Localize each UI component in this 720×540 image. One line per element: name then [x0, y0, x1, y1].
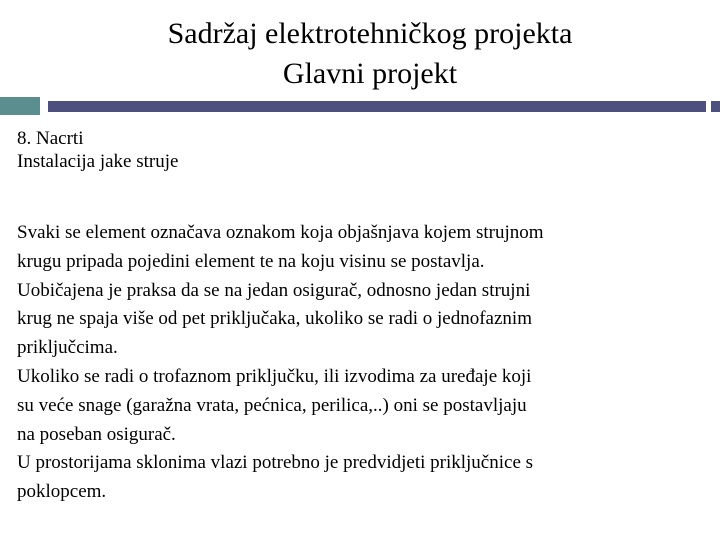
section-heading [17, 127, 178, 173]
title-line-2: Glavni projekt [282, 57, 458, 90]
title-line-1: Sadržaj elektrotehničkog projekta [167, 17, 573, 50]
divider-accent-line [48, 101, 706, 112]
body-line: krugu pripada pojedini element te na koju visinu se postavlja. [17, 250, 485, 272]
divider-accent-square [0, 97, 40, 115]
section-subtitle: Instalacija jake struje [17, 151, 179, 172]
body-line: na poseban osigurač. [17, 423, 176, 445]
body-line: U prostorijama sklonima vlazi potrebno je predvidjeti priključnice s [17, 452, 534, 474]
body-line: priključcima. [17, 337, 118, 359]
body-paragraph [17, 219, 707, 507]
body-line: krug ne spaja više od pet priključaka, ukoliko se radi o jednofaznim [17, 308, 532, 330]
slide-title [0, 14, 720, 94]
title-divider-bar [0, 97, 720, 115]
body-line: Svaki se element označava oznakom koja objašnjava kojem strujnom [17, 222, 544, 243]
body-line: su veće snage (garažna vrata, pećnica, perilica,..) oni se postavljaju [17, 394, 527, 416]
body-line: Uobičajena je praksa da se na jedan osigurač, odnosno jedan strujni [17, 279, 531, 301]
body-line: poklopcem. [17, 481, 107, 503]
section-number-label: 8. Nacrti [17, 128, 84, 149]
divider-accent-end [711, 101, 720, 112]
body-line: Ukoliko se radi o trofaznom priključku, ili izvodima za uređaje koji [17, 365, 532, 387]
